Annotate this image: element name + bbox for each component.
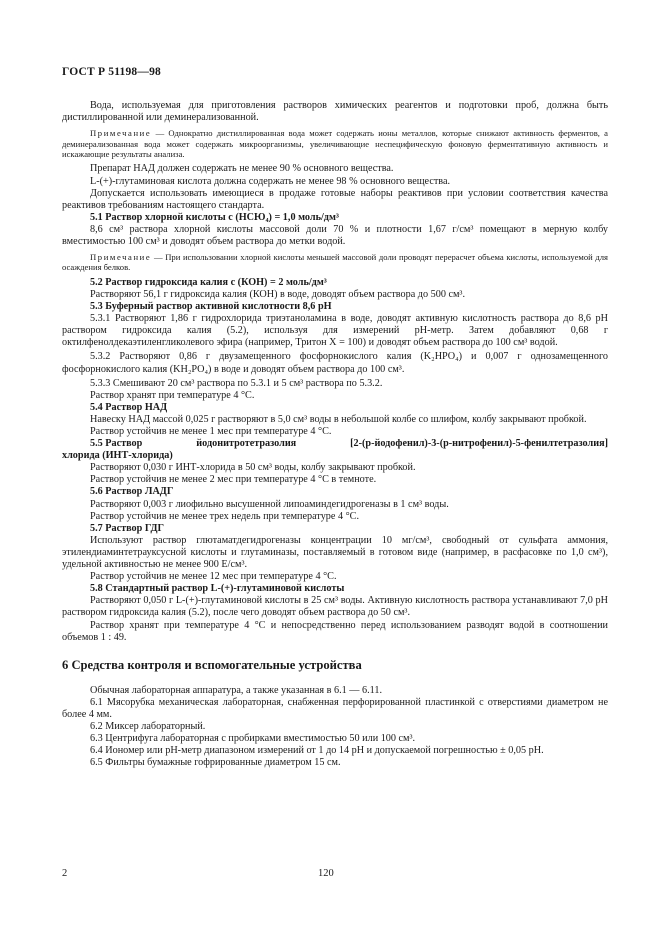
paragraph-5-6-storage: Раствор устойчив не менее трех недель при температуре 4 °С. [90, 510, 360, 522]
note-text: — При использовании хлорной кислоты меньшей массовой доли проводят перерасчет объема кислоты, используемой для осаждения белков. [62, 252, 608, 273]
note-label: Примечание [90, 252, 152, 263]
heading-5-5-part: 5.5 Раствор [90, 438, 143, 450]
paragraph-5-3-3: 5.3.3 Смешивают 20 см³ раствора по 5.3.1 и 5 см³ раствора по 5.3.2. [90, 377, 383, 389]
heading-5-4: 5.4 Раствор НАД [90, 401, 168, 413]
heading-5-8: 5.8 Стандартный раствор L-(+)-глутаминовой кислоты [90, 583, 345, 595]
page-number-left: 2 [62, 868, 68, 879]
paragraph-5-3-2: 5.3.2 Растворяют 0,86 г двузамещенного фосфорнокислого калия (K₂HPO₄) и 0,007 г однозамещенного фосфорнокислого калия (KH₂PO₄) в воде и доводят объем раствора до 100 см³. [62, 351, 608, 375]
paragraph-5-5: Растворяют 0,030 г ИНТ-хлорида в 50 см³ воды, колбу закрывают пробкой. [90, 462, 416, 474]
paragraph-5-8-storage: Раствор хранят при температуре 4 °С и непосредственно перед использованием разводят водой в соотношении объемов 1 : 49. [62, 619, 608, 643]
paragraph-6-2: 6.2 Миксер лабораторный. [90, 720, 206, 732]
paragraph-water: Вода, используемая для приготовления растворов химических реагентов и подготовки проб, должна быть дистиллированной или деминерализованной. [62, 100, 608, 124]
paragraph-kits: Допускается использовать имеющиеся в продаже готовые наборы реактивов при условии соответствия качества реактивов требованиям настоящего стандарта. [62, 187, 608, 211]
paragraph-6-5: 6.5 Фильтры бумажные гофрированные диаметром 15 см. [90, 757, 341, 769]
paragraph-nad-purity: Препарат НАД должен содержать не менее 90 % основного вещества. [90, 163, 394, 175]
note-text: — Однократно дистиллированная вода может содержать ионы металлов, которые снижают активность ферментов, а деминерализованная вода может содержать микроорганизмы, увеличивающие неспецифическую фоновую ферментативную активность и искажающие результаты анализа. [62, 128, 608, 159]
heading-5-5-part: [2-(р-йодофенил)-3-(р-нитрофенил)-5-фенилтетразолия] [350, 438, 608, 450]
paragraph-5-3-storage: Раствор хранят при температуре 4 °С. [90, 389, 255, 401]
paragraph-5-1: 8,6 см³ раствора хлорной кислоты массовой доли 70 % и плотности 1,67 г/см³ помещают в мерную колбу вместимостью 100 см³ и доводят объем раствора до метки водой. [62, 223, 608, 247]
section-6-title: 6 Средства контроля и вспомогательные устройства [62, 657, 362, 672]
heading-5-7: 5.7 Раствор ГДГ [90, 522, 164, 534]
page-number-center: 120 [318, 868, 334, 879]
note-perchloric [62, 252, 608, 273]
paragraph-5-4-storage: Раствор устойчив не менее 1 мес при температуре 4 °С. [90, 426, 332, 437]
paragraph-6-3: 6.3 Центрифуга лабораторная с пробирками вместимостью 50 или 100 см³. [90, 733, 416, 745]
document-body [62, 100, 608, 769]
paragraph-glu-purity: L-(+)-глутаминовая кислота должна содержать не менее 98 % основного вещества. [90, 175, 451, 187]
heading-5-5 [62, 438, 608, 450]
paragraph-6-1: 6.1 Мясорубка механическая лабораторная, снабженная перфорированной пластинкой с отверстиями диаметром не более 4 мм. [62, 696, 608, 720]
paragraph-5-3-1: 5.3.1 Растворяют 1,86 г гидрохлорида триэтаноламина в воде, доводят активную кислотность раствора до 8,6 рН раствором гидроксида калия (5.2), используя для измерений рН-метр. Затем добавляют 0,68 г октилфенолдекаэтиленгликолевого эфира (например, Тритон X = 100) и доводят объем раствора до 100 см³ водой. [62, 313, 608, 349]
heading-5-6: 5.6 Раствор ЛАДГ [90, 486, 174, 498]
heading-5-5-continued: хлорида (ИНТ-хлорида) [62, 450, 173, 462]
note-label: Примечание [90, 128, 152, 139]
heading-5-3: 5.3 Буферный раствор активной кислотности 8,6 рН [90, 301, 332, 313]
paragraph-5-2: Растворяют 56,1 г гидроксида калия (КОН) в воде, доводят объем раствора до 500 см³. [90, 288, 466, 300]
heading-5-2: 5.2 Раствор гидроксида калия с (КОН) = 2 моль/дм³ [90, 276, 327, 288]
paragraph-5-6: Растворяют 0,003 г лиофильно высушенной липоаминдегидрогеназы в 1 см³ воды. [90, 498, 449, 510]
paragraph-6: Обычная лабораторная аппаратура, а также указанная в 6.1 — 6.11. [90, 684, 383, 696]
document-header: ГОСТ Р 51198—98 [62, 66, 161, 78]
paragraph-5-7-storage: Раствор устойчив не менее 12 мес при температуре 4 °С. [90, 571, 337, 583]
paragraph-5-8: Растворяют 0,050 г L-(+)-глутаминовой кислоты в 25 см³ воды. Активную кислотность раствора устанавливают 7,0 рН раствором гидроксида калия (5.2), после чего доводят объем раствора до 50 см³. [62, 595, 608, 619]
heading-5-1: 5.1 Раствор хлорной кислоты с (НСЮ₄) = 1,0 моль/дм³ [90, 211, 339, 223]
paragraph-5-4: Навеску НАД массой 0,025 г растворяют в 5,0 см³ воды в небольшой колбе со шлифом, колбу закрывают пробкой. [90, 413, 587, 425]
paragraph-6-4: 6.4 Иономер или рН-метр диапазоном измерений от 1 до 14 рН и допускаемой погрешностью ± 0,05 рН. [90, 745, 544, 757]
note-water [62, 128, 608, 159]
heading-5-5-part: йодонитротетразолия [196, 438, 297, 450]
paragraph-5-5-storage: Раствор устойчив не менее 2 мес при температуре 4 °С в темноте. [90, 474, 377, 486]
paragraph-5-7: Используют раствор глютаматдегидрогеназы концентрации 10 мг/см³, свободный от сульфата аммония, этилендиаминтетрауксусной кислоты и глутаминазы, поставляемый в готовом виде (например, в расфасовке по 1,0 см³), удельной активностью не менее 900 Е/см³. [62, 534, 608, 571]
